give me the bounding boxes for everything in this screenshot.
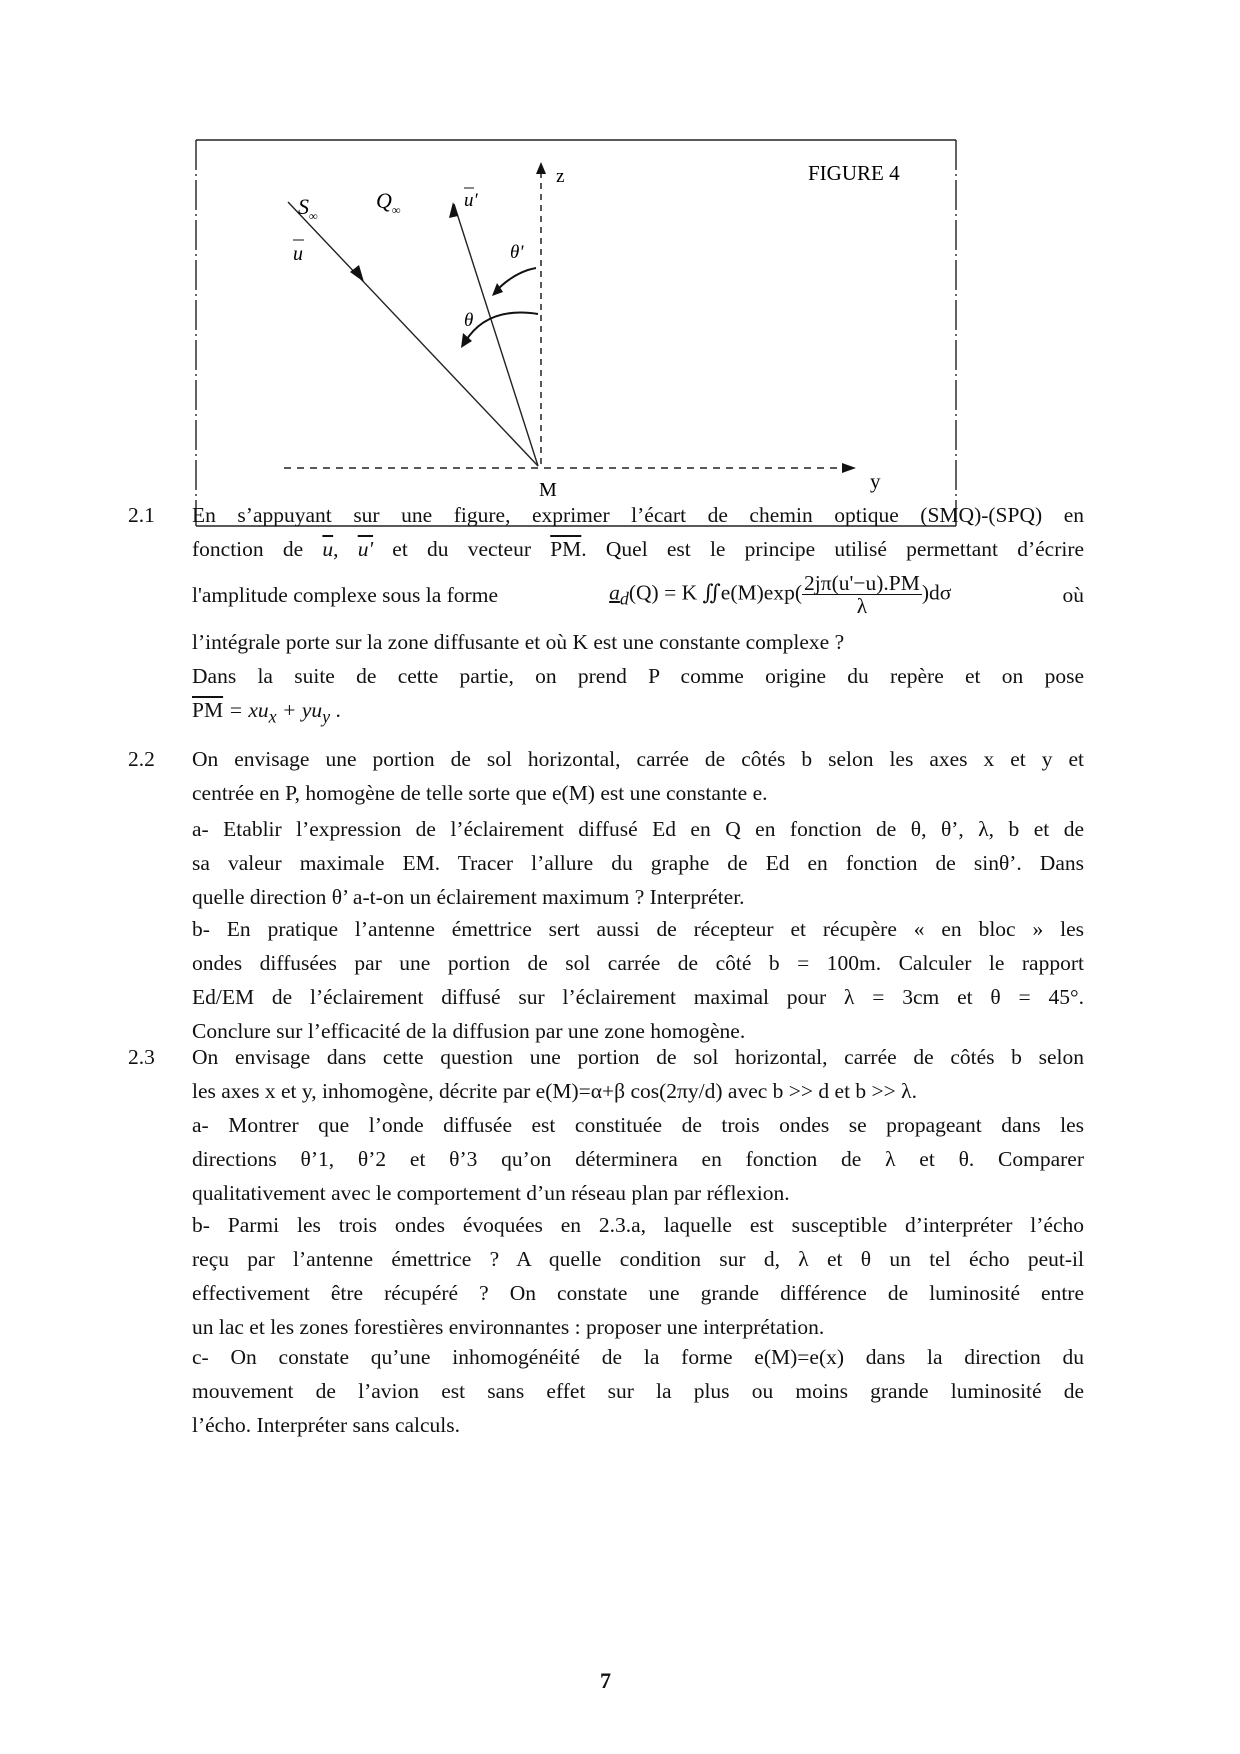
- q21-line4: l’intégrale porte sur la zone diffusante et où K est une constante complexe ?: [192, 630, 845, 654]
- q21-line1: En s’appuyant sur une figure, exprimer l’écart de chemin optique (SMQ)-(SPQ) en: [192, 503, 1084, 527]
- q23-line2: les axes x et y, inhomogène, décrite par e(M)=α+β cos(2πy/d) avec b >> d et b >> λ.: [192, 1079, 917, 1103]
- figure-4: [192, 136, 960, 530]
- S-label: $S_\infty$: [298, 194, 318, 223]
- q21-number: 2.1: [128, 503, 155, 527]
- q22-body: [192, 742, 1084, 810]
- q21-line3: l'amplitude complexe sous la forme $a_d(Q) = K$ ∬e(M)exp( $\frac{2j\pi(u'-u).PM}{\lambda}$ )dσ où: [192, 571, 1084, 618]
- M-label: M: [539, 479, 557, 501]
- formula-ad: $a_d(Q) = K$ ∬e(M)exp( $\frac{2j\pi(u'-u).PM}{\lambda}$ )dσ: [609, 571, 952, 618]
- theta-prime-arc: [495, 268, 536, 292]
- q23-a-line3: qualitativement avec le comportement d’un réseau plan par réflexion.: [192, 1181, 790, 1205]
- q21-body: [192, 498, 1084, 733]
- q22-line2: centrée en P, homogène de telle sorte que e(M) est une constante e.: [192, 781, 768, 805]
- u-label: u: [293, 243, 303, 265]
- theta-prime-label: θ': [510, 242, 524, 263]
- theta-label: θ: [464, 310, 474, 331]
- q23-b: [192, 1208, 1084, 1344]
- incident-ray-arrowhead: [350, 265, 364, 282]
- q23-a-line2: directions θ’1, θ’2 et θ’3 qu’on déterminera en fonction de λ et θ. Comparer: [192, 1147, 1084, 1171]
- figure-title: FIGURE 4: [808, 161, 900, 185]
- q22-b-line4: Conclure sur l’efficacité de la diffusion par une zone homogène.: [192, 1019, 746, 1043]
- q23-b-line4: un lac et les zones forestières environnantes : proposer une interprétation.: [192, 1315, 825, 1339]
- q23-c-line2: mouvement de l’avion est sans effet sur la plus ou moins grande luminosité de: [192, 1379, 1084, 1403]
- q23-line1: On envisage dans cette question une portion de sol horizontal, carrée de côtés b selon: [192, 1045, 1084, 1069]
- q23-number: 2.3: [128, 1045, 155, 1069]
- q22-b: [192, 912, 1084, 1048]
- q22-a-line3: quelle direction θ’ a-t-on un éclairement maximum ? Interpréter.: [192, 885, 745, 909]
- q22-a-line2: sa valeur maximale EM. Tracer l’allure du graphe de Ed en fonction de sinθ’. Dans: [192, 851, 1084, 875]
- Q-label: $Q_\infty$: [376, 188, 401, 217]
- q23-c-line1: c- On constate qu’une inhomogénéité de la forme e(M)=e(x) dans la direction du: [192, 1345, 1084, 1369]
- page-number: 7: [600, 1668, 611, 1693]
- theta-arc: [465, 313, 538, 342]
- q23-body: [192, 1040, 1084, 1108]
- q23-a: [192, 1108, 1084, 1210]
- q23-a-line1: a- Montrer que l’onde diffusée est constituée de trois ondes se propageant dans les: [192, 1113, 1084, 1137]
- z-axis-arrowhead: [536, 162, 546, 174]
- u-prime-label: u': [464, 190, 478, 211]
- q22-b-line2: ondes diffusées par une portion de sol carrée de côté b = 100m. Calculer le rapport: [192, 951, 1084, 975]
- q23-b-line3: effectivement être récupéré ? On constate une grande différence de luminosité entre: [192, 1281, 1084, 1305]
- q21-line2: fonction de $\overline{u}$, u' et du vecteur $\overline{PM}$. Quel est le principe utilisé permettant d’écrire: [192, 537, 1085, 561]
- scattered-ray: [454, 204, 538, 466]
- q22-a-line1: a- Etablir l’expression de l’éclairement diffusé Ed en Q en fonction de θ, θ’, λ, b et de: [192, 817, 1084, 841]
- incident-ray: [288, 202, 538, 466]
- q23-c: [192, 1340, 1084, 1442]
- q22-a: [192, 812, 1084, 914]
- z-label: z: [556, 166, 565, 187]
- q22-b-line3: Ed/EM de l’éclairement diffusé sur l’éclairement maximal pour λ = 3cm et θ = 45°.: [192, 985, 1084, 1009]
- q21-line6: $\overline{PM} = xu_x + yu_y$ .: [192, 698, 341, 727]
- q22-number: 2.2: [128, 747, 155, 771]
- q21-line5: Dans la suite de cette partie, on prend P comme origine du repère et on pose: [192, 664, 1084, 688]
- q23-c-line3: l’écho. Interpréter sans calculs.: [192, 1413, 461, 1437]
- q23-b-line1: b- Parmi les trois ondes évoquées en 2.3.a, laquelle est susceptible d’interpréter l’écho: [192, 1213, 1084, 1237]
- y-label: y: [870, 469, 881, 493]
- q22-b-line1: b- En pratique l’antenne émettrice sert aussi de récepteur et récupère « en bloc » les: [192, 917, 1084, 941]
- q22-line1: On envisage une portion de sol horizontal, carrée de côtés b selon les axes x et y et: [192, 747, 1084, 771]
- y-axis-arrowhead: [842, 463, 856, 473]
- q23-b-line2: reçu par l’antenne émettrice ? A quelle condition sur d, λ et θ un tel écho peut-il: [192, 1247, 1084, 1271]
